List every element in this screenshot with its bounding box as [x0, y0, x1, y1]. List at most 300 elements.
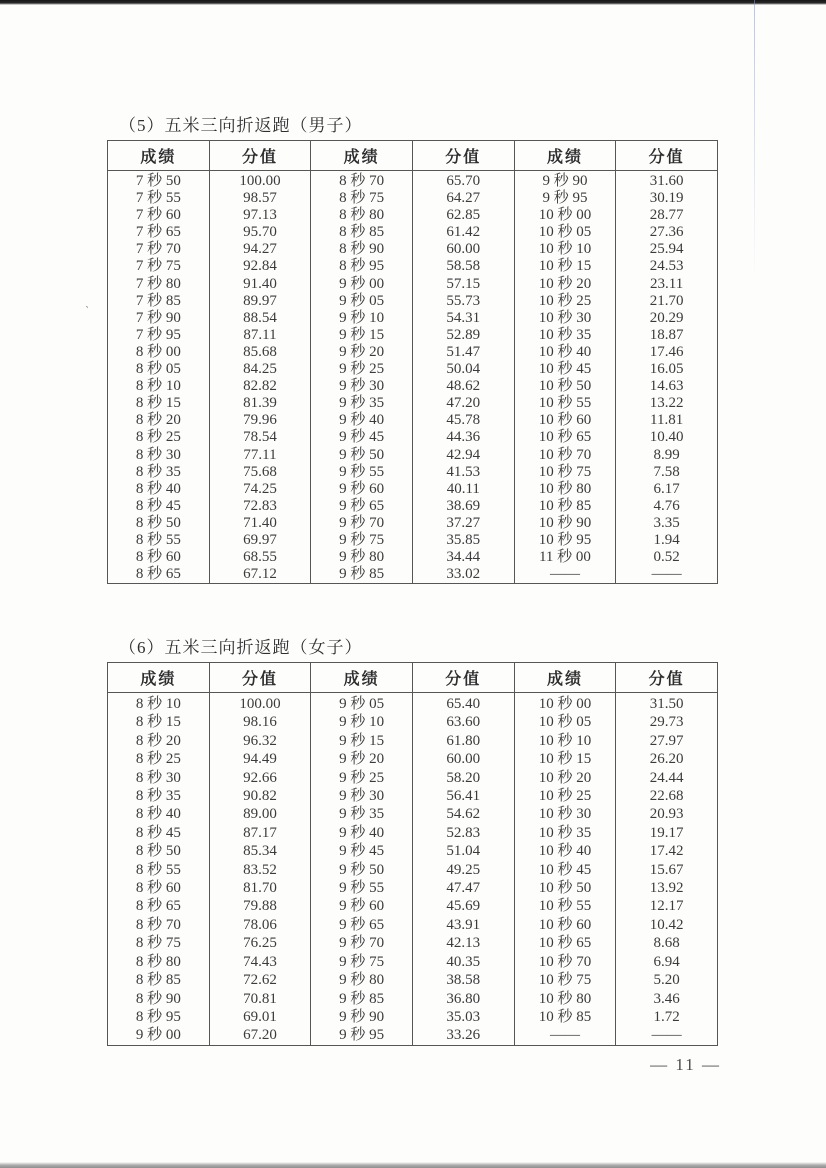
table-cell: 60.00	[412, 241, 514, 258]
table-row	[108, 310, 718, 327]
table-cell: 45.69	[412, 897, 514, 915]
table-title-women: （6）五米三向折返跑（女子）	[119, 638, 363, 657]
table-row	[108, 824, 718, 842]
table-row	[108, 953, 718, 971]
table-cell: 76.25	[209, 934, 311, 952]
table-cell: 8 秒 60	[108, 549, 210, 566]
table-cell: 8 秒 90	[108, 990, 210, 1008]
table-cell: 9 秒 60	[311, 897, 413, 915]
table-cell: 10 秒 50	[514, 378, 616, 395]
table-cell: 40.11	[412, 481, 514, 498]
table-cell: 48.62	[412, 378, 514, 395]
table-row	[108, 532, 718, 549]
table-cell: 10 秒 65	[514, 934, 616, 952]
table-row	[108, 515, 718, 532]
table-cell: 8 秒 65	[108, 566, 210, 584]
table-cell: 8 秒 90	[311, 241, 413, 258]
table-cell: 9 秒 55	[311, 879, 413, 897]
column-header: 成绩	[514, 663, 616, 693]
table-cell: 12.17	[616, 897, 718, 915]
table-cell: 9 秒 70	[311, 934, 413, 952]
table-cell: 49.25	[412, 861, 514, 879]
table-section-men	[107, 111, 719, 584]
table-cell: 9 秒 45	[311, 842, 413, 860]
table-cell: 13.92	[616, 879, 718, 897]
table-row	[108, 464, 718, 481]
table-cell: 10 秒 45	[514, 861, 616, 879]
table-cell: 58.58	[412, 258, 514, 275]
table-row	[108, 990, 718, 1008]
table-cell: 85.34	[209, 842, 311, 860]
table-cell: 94.49	[209, 750, 311, 768]
table-cell: 7.58	[616, 464, 718, 481]
table-cell: 9 秒 70	[311, 515, 413, 532]
table-cell: 10 秒 55	[514, 897, 616, 915]
table-cell: 21.70	[616, 293, 718, 310]
table-row	[108, 861, 718, 879]
column-header: 分值	[412, 663, 514, 693]
table-cell: 10.40	[616, 429, 718, 446]
table-cell: 20.93	[616, 805, 718, 823]
table-cell: 10.42	[616, 916, 718, 934]
table-cell: 10 秒 75	[514, 464, 616, 481]
table-cell: 38.58	[412, 971, 514, 989]
table-row	[108, 395, 718, 412]
table-cell: 9 秒 20	[311, 344, 413, 361]
table-cell: 10 秒 50	[514, 879, 616, 897]
table-row	[108, 769, 718, 787]
table-cell: 8 秒 20	[108, 412, 210, 429]
table-row	[108, 566, 718, 584]
table-cell: 8 秒 10	[108, 693, 210, 714]
table-cell: 9 秒 95	[311, 1026, 413, 1045]
table-cell: 9 秒 10	[311, 310, 413, 327]
table-row	[108, 879, 718, 897]
table-cell: 24.44	[616, 769, 718, 787]
table-cell: 8 秒 30	[108, 769, 210, 787]
table-cell: 64.27	[412, 190, 514, 207]
table-cell: 7 秒 55	[108, 190, 210, 207]
table-cell: 8 秒 75	[311, 190, 413, 207]
table-cell: ——	[616, 1026, 718, 1045]
table-cell: 29.73	[616, 713, 718, 731]
table-cell: 8 秒 50	[108, 842, 210, 860]
scan-fold-line	[754, 0, 755, 280]
table-cell: 90.82	[209, 787, 311, 805]
table-cell: 10 秒 20	[514, 769, 616, 787]
table-cell: 9 秒 50	[311, 447, 413, 464]
table-cell: 9 秒 00	[108, 1026, 210, 1045]
table-cell: 7 秒 70	[108, 241, 210, 258]
table-cell: 51.04	[412, 842, 514, 860]
table-cell: 33.02	[412, 566, 514, 584]
column-header: 成绩	[311, 141, 413, 171]
table-cell: 81.39	[209, 395, 311, 412]
table-cell: 9 秒 65	[311, 916, 413, 934]
table-cell: 82.82	[209, 378, 311, 395]
table-cell: 8 秒 40	[108, 481, 210, 498]
table-cell: 8 秒 60	[108, 879, 210, 897]
table-row	[108, 498, 718, 515]
table-cell: 10 秒 85	[514, 498, 616, 515]
table-cell: 7 秒 60	[108, 207, 210, 224]
table-cell: 7 秒 65	[108, 224, 210, 241]
table-cell: 10 秒 80	[514, 481, 616, 498]
table-cell: 9 秒 85	[311, 566, 413, 584]
table-cell: 61.80	[412, 732, 514, 750]
table-cell: 61.42	[412, 224, 514, 241]
table-cell: 9 秒 90	[311, 1008, 413, 1026]
table-title-men: （5）五米三向折返跑（男子）	[119, 116, 363, 135]
page-number: — 11 —	[650, 1055, 721, 1074]
table-cell: ——	[514, 1026, 616, 1045]
table-cell: 7 秒 95	[108, 327, 210, 344]
table-cell: 43.91	[412, 916, 514, 934]
table-cell: 95.70	[209, 224, 311, 241]
table-cell: 10 秒 15	[514, 750, 616, 768]
table-cell: 91.40	[209, 276, 311, 293]
column-header: 成绩	[311, 663, 413, 693]
table-cell: 85.68	[209, 344, 311, 361]
table-cell: 54.62	[412, 805, 514, 823]
table-cell: 89.00	[209, 805, 311, 823]
table-cell: 9 秒 90	[514, 171, 616, 191]
table-cell: ——	[616, 566, 718, 584]
table-cell: 24.53	[616, 258, 718, 275]
table-cell: 10 秒 00	[514, 207, 616, 224]
table-cell: 8 秒 15	[108, 713, 210, 731]
table-cell: 72.83	[209, 498, 311, 515]
table-cell: 9 秒 10	[311, 713, 413, 731]
table-cell: 6.94	[616, 953, 718, 971]
table-cell: 9 秒 20	[311, 750, 413, 768]
table-cell: 9 秒 45	[311, 429, 413, 446]
table-cell: 9 秒 80	[311, 971, 413, 989]
header-row	[108, 663, 718, 693]
table-cell: 67.12	[209, 566, 311, 584]
table-cell: 81.70	[209, 879, 311, 897]
table-cell: 25.94	[616, 241, 718, 258]
table-row	[108, 171, 718, 191]
table-cell: 72.62	[209, 971, 311, 989]
table-cell: 83.52	[209, 861, 311, 879]
table-cell: 10 秒 60	[514, 412, 616, 429]
table-cell: 8 秒 55	[108, 861, 210, 879]
table-cell: 52.89	[412, 327, 514, 344]
table-cell: 9 秒 25	[311, 769, 413, 787]
table-row	[108, 481, 718, 498]
table-cell: 8 秒 15	[108, 395, 210, 412]
table-cell: 10 秒 10	[514, 241, 616, 258]
table-cell: 45.78	[412, 412, 514, 429]
table-cell: 1.72	[616, 1008, 718, 1026]
table-cell: 35.85	[412, 532, 514, 549]
column-header: 分值	[616, 663, 718, 693]
table-cell: 19.17	[616, 824, 718, 842]
table-cell: 84.25	[209, 361, 311, 378]
table-cell: 10 秒 25	[514, 293, 616, 310]
table-body-women	[108, 693, 718, 1046]
table-cell: 10 秒 70	[514, 447, 616, 464]
table-row	[108, 344, 718, 361]
table-row	[108, 1026, 718, 1045]
table-cell: 8 秒 00	[108, 344, 210, 361]
table-cell: 8 秒 25	[108, 750, 210, 768]
table-cell: 8.99	[616, 447, 718, 464]
table-cell: 52.83	[412, 824, 514, 842]
table-cell: 9 秒 05	[311, 293, 413, 310]
table-cell: 42.13	[412, 934, 514, 952]
table-cell: 47.20	[412, 395, 514, 412]
score-table-men	[107, 140, 718, 584]
table-cell: 17.42	[616, 842, 718, 860]
table-cell: 8 秒 70	[108, 916, 210, 934]
table-row	[108, 1008, 718, 1026]
table-header-row-men	[108, 141, 718, 171]
table-cell: 10 秒 15	[514, 258, 616, 275]
table-cell: 57.15	[412, 276, 514, 293]
table-cell: 28.77	[616, 207, 718, 224]
table-cell: 94.27	[209, 241, 311, 258]
table-cell: 10 秒 25	[514, 787, 616, 805]
table-cell: 8 秒 25	[108, 429, 210, 446]
table-cell: 79.88	[209, 897, 311, 915]
table-cell: 8 秒 30	[108, 447, 210, 464]
table-cell: 8 秒 40	[108, 805, 210, 823]
table-cell: 0.52	[616, 549, 718, 566]
table-cell: 9 秒 05	[311, 693, 413, 714]
scan-edge-top	[0, 0, 826, 5]
table-cell: 74.25	[209, 481, 311, 498]
table-cell: 30.19	[616, 190, 718, 207]
column-header: 成绩	[108, 663, 210, 693]
table-cell: 9 秒 65	[311, 498, 413, 515]
table-row	[108, 276, 718, 293]
table-row	[108, 934, 718, 952]
table-cell: 51.47	[412, 344, 514, 361]
table-row	[108, 713, 718, 731]
table-cell: 7 秒 75	[108, 258, 210, 275]
stray-pen-mark: `	[82, 302, 90, 319]
table-row	[108, 916, 718, 934]
table-cell: 74.43	[209, 953, 311, 971]
table-cell: 10 秒 20	[514, 276, 616, 293]
table-cell: 9 秒 35	[311, 395, 413, 412]
table-cell: 69.97	[209, 532, 311, 549]
table-cell: 63.60	[412, 713, 514, 731]
table-row	[108, 842, 718, 860]
table-cell: 10 秒 80	[514, 990, 616, 1008]
table-cell: 7 秒 80	[108, 276, 210, 293]
table-cell: 70.81	[209, 990, 311, 1008]
table-cell: 9 秒 40	[311, 824, 413, 842]
table-cell: 10 秒 35	[514, 327, 616, 344]
table-cell: 65.40	[412, 693, 514, 714]
table-row	[108, 224, 718, 241]
table-cell: 9 秒 60	[311, 481, 413, 498]
table-cell: 6.17	[616, 481, 718, 498]
column-header: 分值	[209, 141, 311, 171]
table-cell: 67.20	[209, 1026, 311, 1045]
table-cell: 9 秒 95	[514, 190, 616, 207]
table-body-men	[108, 171, 718, 584]
table-cell: 9 秒 35	[311, 805, 413, 823]
table-cell: 92.66	[209, 769, 311, 787]
table-cell: 10 秒 30	[514, 805, 616, 823]
table-cell: 8 秒 95	[311, 258, 413, 275]
table-cell: 8 秒 45	[108, 498, 210, 515]
table-cell: 75.68	[209, 464, 311, 481]
table-cell: 10 秒 05	[514, 713, 616, 731]
table-cell: 9 秒 80	[311, 549, 413, 566]
table-cell: 13.22	[616, 395, 718, 412]
table-cell: 34.44	[412, 549, 514, 566]
table-cell: 27.97	[616, 732, 718, 750]
table-cell: 8 秒 65	[108, 897, 210, 915]
table-cell: 60.00	[412, 750, 514, 768]
table-row	[108, 241, 718, 258]
table-cell: 10 秒 70	[514, 953, 616, 971]
table-cell: 98.16	[209, 713, 311, 731]
table-row	[108, 750, 718, 768]
table-cell: 8 秒 05	[108, 361, 210, 378]
table-cell: 62.85	[412, 207, 514, 224]
table-cell: 5.20	[616, 971, 718, 989]
table-cell: 4.76	[616, 498, 718, 515]
table-cell: 8 秒 85	[311, 224, 413, 241]
table-cell: 10 秒 60	[514, 916, 616, 934]
table-cell: 26.20	[616, 750, 718, 768]
table-cell: 10 秒 90	[514, 515, 616, 532]
table-cell: 16.05	[616, 361, 718, 378]
table-cell: 8 秒 80	[311, 207, 413, 224]
table-cell: 37.27	[412, 515, 514, 532]
table-cell: 87.17	[209, 824, 311, 842]
column-header: 分值	[209, 663, 311, 693]
table-cell: 35.03	[412, 1008, 514, 1026]
table-row	[108, 971, 718, 989]
table-cell: 44.36	[412, 429, 514, 446]
column-header: 分值	[412, 141, 514, 171]
table-cell: 8 秒 85	[108, 971, 210, 989]
table-cell: 38.69	[412, 498, 514, 515]
scan-edge-bottom	[0, 1162, 826, 1168]
table-cell: 8 秒 20	[108, 732, 210, 750]
table-cell: 79.96	[209, 412, 311, 429]
table-cell: 8 秒 95	[108, 1008, 210, 1026]
table-cell: 78.06	[209, 916, 311, 934]
table-cell: 15.67	[616, 861, 718, 879]
table-cell: 31.60	[616, 171, 718, 191]
table-cell: 55.73	[412, 293, 514, 310]
table-cell: 20.29	[616, 310, 718, 327]
table-row	[108, 693, 718, 714]
table-cell: 27.36	[616, 224, 718, 241]
table-row	[108, 897, 718, 915]
table-cell: 10 秒 65	[514, 429, 616, 446]
table-row	[108, 207, 718, 224]
table-row	[108, 447, 718, 464]
table-cell: 9 秒 85	[311, 990, 413, 1008]
table-cell: 23.11	[616, 276, 718, 293]
table-cell: 71.40	[209, 515, 311, 532]
table-cell: 96.32	[209, 732, 311, 750]
table-cell: 3.35	[616, 515, 718, 532]
table-cell: 98.57	[209, 190, 311, 207]
table-cell: 31.50	[616, 693, 718, 714]
table-row	[108, 378, 718, 395]
table-cell: 54.31	[412, 310, 514, 327]
table-cell: 89.97	[209, 293, 311, 310]
table-cell: 11 秒 00	[514, 549, 616, 566]
table-cell: 7 秒 85	[108, 293, 210, 310]
column-header: 成绩	[514, 141, 616, 171]
table-cell: 87.11	[209, 327, 311, 344]
table-row	[108, 787, 718, 805]
table-cell: 36.80	[412, 990, 514, 1008]
table-row	[108, 732, 718, 750]
table-cell: 10 秒 45	[514, 361, 616, 378]
table-cell: 41.53	[412, 464, 514, 481]
table-cell: 8 秒 75	[108, 934, 210, 952]
table-cell: 9 秒 30	[311, 787, 413, 805]
table-cell: 8 秒 10	[108, 378, 210, 395]
table-cell: 7 秒 50	[108, 171, 210, 191]
table-cell: 14.63	[616, 378, 718, 395]
column-header: 成绩	[108, 141, 210, 171]
table-cell: 10 秒 40	[514, 344, 616, 361]
table-cell: 9 秒 50	[311, 861, 413, 879]
table-cell: 9 秒 00	[311, 276, 413, 293]
table-cell: 10 秒 85	[514, 1008, 616, 1026]
table-cell: 8 秒 35	[108, 464, 210, 481]
table-cell: ——	[514, 566, 616, 584]
table-cell: 33.26	[412, 1026, 514, 1045]
table-cell: 77.11	[209, 447, 311, 464]
table-cell: 9 秒 75	[311, 953, 413, 971]
table-cell: 7 秒 90	[108, 310, 210, 327]
table-cell: 8 秒 45	[108, 824, 210, 842]
table-cell: 9 秒 55	[311, 464, 413, 481]
table-cell: 8 秒 55	[108, 532, 210, 549]
table-cell: 9 秒 30	[311, 378, 413, 395]
table-cell: 10 秒 75	[514, 971, 616, 989]
table-section-women	[107, 633, 719, 1046]
table-cell: 56.41	[412, 787, 514, 805]
table-cell: 42.94	[412, 447, 514, 464]
table-cell: 88.54	[209, 310, 311, 327]
table-cell: 47.47	[412, 879, 514, 897]
table-cell: 97.13	[209, 207, 311, 224]
table-cell: 17.46	[616, 344, 718, 361]
table-cell: 68.55	[209, 549, 311, 566]
table-cell: 10 秒 05	[514, 224, 616, 241]
table-row	[108, 293, 718, 310]
table-cell: 8.68	[616, 934, 718, 952]
table-cell: 50.04	[412, 361, 514, 378]
table-cell: 10 秒 40	[514, 842, 616, 860]
table-cell: 100.00	[209, 171, 311, 191]
table-cell: 10 秒 00	[514, 693, 616, 714]
table-header-row-women	[108, 663, 718, 693]
table-row	[108, 412, 718, 429]
table-cell: 9 秒 75	[311, 532, 413, 549]
table-cell: 78.54	[209, 429, 311, 446]
table-cell: 100.00	[209, 693, 311, 714]
table-cell: 40.35	[412, 953, 514, 971]
score-table-women	[107, 662, 718, 1046]
table-cell: 11.81	[616, 412, 718, 429]
